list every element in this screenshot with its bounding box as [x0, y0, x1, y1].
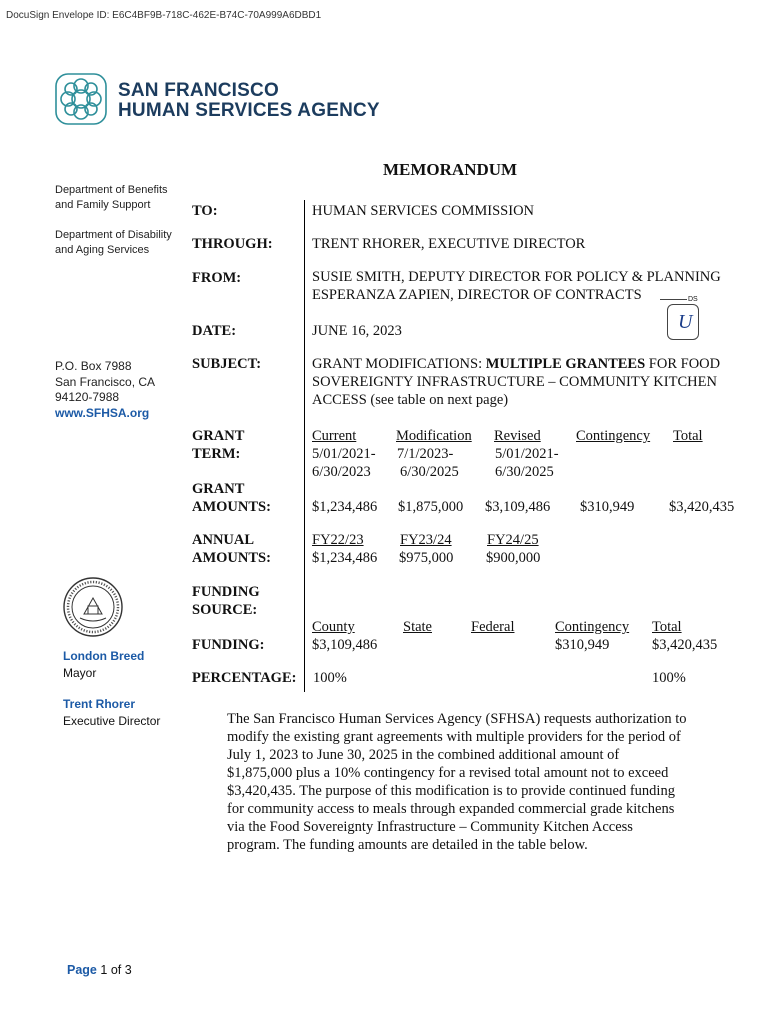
director-name: Trent Rhorer	[63, 697, 136, 711]
page-total: 3	[124, 963, 132, 977]
annual-amounts-label-2: AMOUNTS:	[192, 550, 271, 566]
amount-current: $1,234,486	[312, 499, 378, 515]
term-mod-end: 6/30/2025	[400, 464, 459, 480]
source-header-county: County	[312, 619, 355, 635]
percentage-county: 100%	[313, 670, 347, 686]
subject-suffix: FOR FOOD	[645, 356, 721, 372]
grant-amounts-label	[192, 480, 271, 516]
term-header-contingency: Contingency	[576, 428, 651, 444]
subject-prefix: GRANT MODIFICATIONS:	[312, 356, 486, 372]
address-city: San Francisco, CA	[55, 374, 156, 389]
subject-line-1	[312, 355, 720, 373]
mailing-address	[55, 359, 155, 421]
term-header-total: Total	[673, 428, 703, 444]
website-link[interactable]: www.SFHSA.org	[55, 405, 150, 420]
term-current-end: 6/30/2023	[312, 464, 371, 480]
source-header-state: State	[403, 619, 432, 635]
dept-benefits-line2: and Family Support	[55, 199, 151, 211]
body-paragraph: The San Francisco Human Services Agency (SFHSA) requests authorization to modify the existing grant agreements with multiple providers for the period of July 1, 2023 to June 30, 2025 in the combined additional amount of $1,875,000 plus a 10% contingency for a revised total amount not to exceed $3,420,435. The purpose of this modification is to provide continued funding for community access to meals through expanded commercial grade kitchens via the Food Sovereignty Infrastructure – Community Kitchen Access program. The funding amounts are detailed in the table below.	[227, 711, 687, 853]
term-header-modification: Modification	[396, 428, 472, 444]
director-block	[63, 696, 160, 730]
label-divider-line	[304, 200, 305, 692]
from-value-1: SUSIE SMITH, DEPUTY DIRECTOR FOR POLICY & PLANNING	[312, 269, 721, 285]
amount-contingency: $310,949	[580, 499, 635, 515]
page-number	[67, 963, 132, 977]
term-current-start: 5/01/2021-	[312, 446, 376, 462]
annual-value-fy22: $1,234,486	[312, 550, 378, 566]
dept-disability-line1: Department of Disability	[55, 229, 172, 241]
subject-line-3: ACCESS (see table on next page)	[312, 392, 509, 408]
subject-line-2: SOVEREIGNTY INFRASTRUCTURE – COMMUNITY KITCHEN	[312, 374, 717, 390]
grant-amounts-label-2: AMOUNTS:	[192, 499, 271, 515]
page-current: 1	[100, 963, 108, 977]
city-seal-icon	[62, 576, 124, 638]
to-value: HUMAN SERVICES COMMISSION	[312, 203, 535, 219]
mayor-name: London Breed	[63, 649, 145, 663]
to-label: TO:	[192, 203, 218, 219]
grant-term-label	[192, 427, 244, 463]
percentage-total: 100%	[652, 670, 686, 686]
term-revised-end: 6/30/2025	[495, 464, 554, 480]
page-label: Page	[67, 963, 97, 977]
dept-benefits	[55, 183, 168, 213]
annual-amounts-label	[192, 531, 271, 567]
from-label: FROM:	[192, 270, 242, 286]
funding-county: $3,109,486	[312, 637, 378, 653]
dept-benefits-line1: Department of Benefits	[55, 184, 168, 196]
docusign-envelope-id: DocuSign Envelope ID: E6C4BF9B-718C-462E-B74C-70A999A6DBD1	[6, 10, 322, 21]
funding-source-label-1: FUNDING	[192, 584, 260, 600]
grant-term-label-2: TERM:	[192, 446, 241, 462]
amount-revised: $3,109,486	[485, 499, 551, 515]
term-revised-start: 5/01/2021-	[495, 446, 559, 462]
from-value-2: ESPERANZA ZAPIEN, DIRECTOR OF CONTRACTS	[312, 287, 642, 303]
amount-modification: $1,875,000	[398, 499, 464, 515]
source-header-federal: Federal	[471, 619, 515, 635]
mayor-block	[63, 648, 144, 682]
funding-total: $3,420,435	[652, 637, 718, 653]
term-header-revised: Revised	[494, 428, 541, 444]
page-of: of	[110, 963, 122, 977]
funding-source-label-2: SOURCE:	[192, 602, 258, 618]
director-title: Executive Director	[63, 714, 161, 728]
annual-year-fy23: FY23/24	[400, 532, 452, 548]
dept-disability-line2: and Aging Services	[55, 244, 150, 256]
agency-name-line1: SAN FRANCISCO	[118, 80, 279, 101]
percentage-label: PERCENTAGE:	[192, 670, 297, 686]
annual-value-fy24: $900,000	[486, 550, 541, 566]
mayor-title: Mayor	[63, 666, 97, 680]
agency-logo-icon	[54, 72, 108, 126]
annual-year-fy22: FY22/23	[312, 532, 364, 548]
through-label: THROUGH:	[192, 236, 273, 252]
annual-amounts-label-1: ANNUAL	[192, 532, 255, 548]
source-header-total: Total	[652, 619, 682, 635]
date-label: DATE:	[192, 323, 237, 339]
address-zip: 94120-7988	[55, 390, 120, 404]
memo-title: MEMORANDUM	[383, 160, 518, 179]
term-mod-start: 7/1/2023-	[397, 446, 454, 462]
signature-tag-line	[660, 299, 688, 300]
through-value: TRENT RHORER, EXECUTIVE DIRECTOR	[312, 236, 586, 252]
po-box: P.O. Box 7988	[55, 359, 132, 373]
dept-disability	[55, 228, 172, 258]
annual-year-fy24: FY24/25	[487, 532, 539, 548]
funding-label: FUNDING:	[192, 637, 265, 653]
signature-tag: DS	[688, 296, 698, 303]
subject-bold: MULTIPLE GRANTEES	[485, 356, 646, 372]
annual-value-fy23: $975,000	[399, 550, 454, 566]
funding-source-label	[192, 583, 260, 619]
source-header-contingency: Contingency	[555, 619, 630, 635]
term-header-current: Current	[312, 428, 357, 444]
agency-name-line2: HUMAN SERVICES AGENCY	[118, 100, 380, 121]
subject-label: SUBJECT:	[192, 356, 262, 372]
grant-term-label-1: GRANT	[192, 428, 245, 444]
date-value: JUNE 16, 2023	[312, 323, 402, 339]
funding-contingency: $310,949	[555, 637, 610, 653]
amount-total: $3,420,435	[669, 499, 735, 515]
signature-initials: U	[678, 311, 693, 333]
grant-amounts-label-1: GRANT	[192, 481, 245, 497]
